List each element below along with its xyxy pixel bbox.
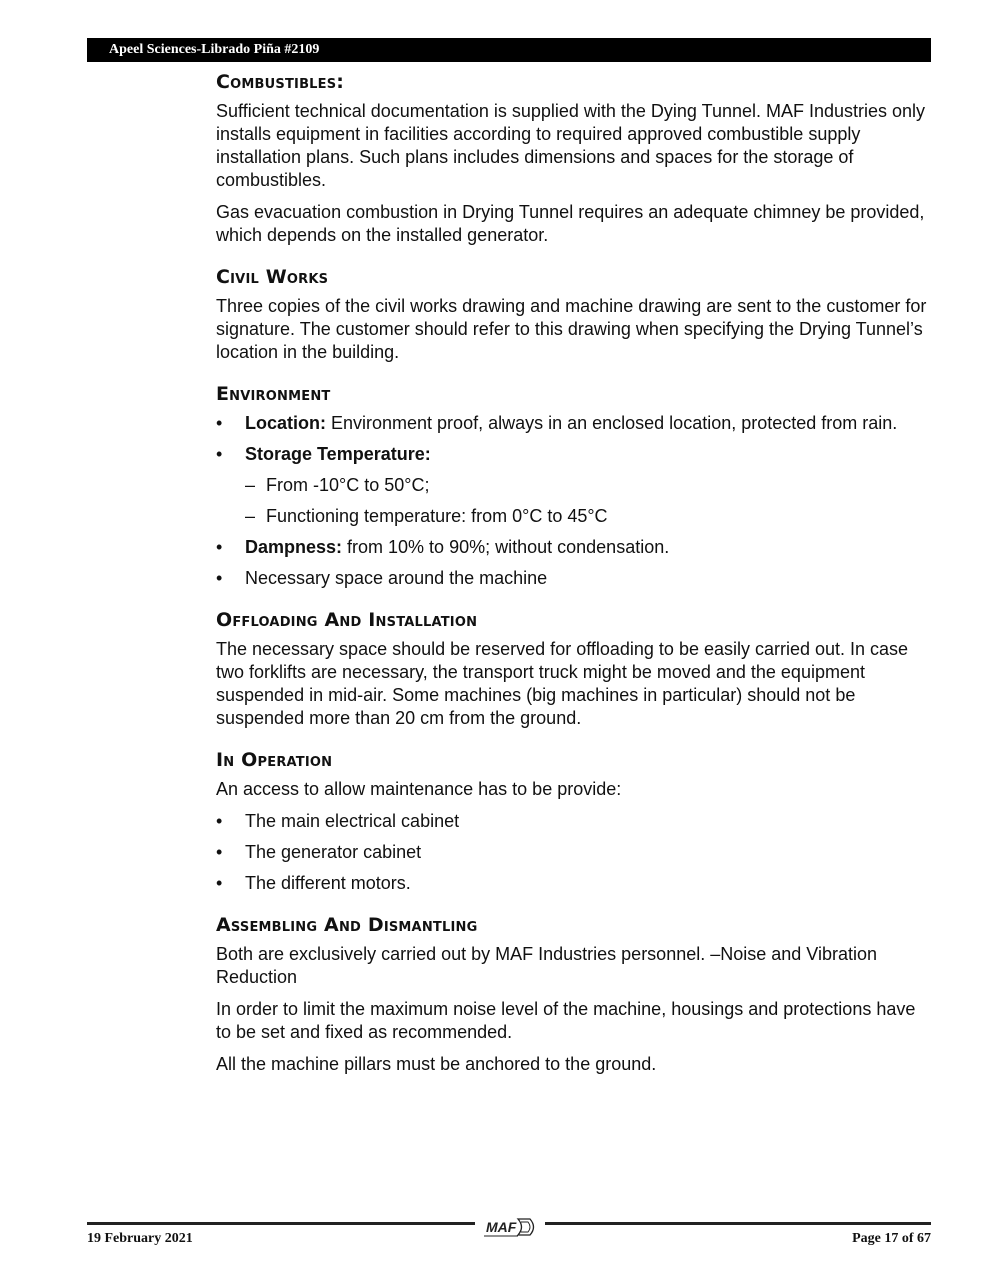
footer-rule-right (545, 1222, 931, 1225)
section-title-combustibles: Combustibles: (216, 71, 345, 93)
maf-logo-icon (482, 1216, 538, 1238)
sub-list-item: – Functioning temperature: from 0°C to 45°C (245, 505, 932, 528)
paragraph: Sufficient technical documentation is supplied with the Dying Tunnel. MAF Industries only installs equipment in facilities according to required approved combustible supply installation plans. Such plans includes dimensions and spaces for the storage of combustibles. (216, 101, 926, 190)
list-item: • The generator cabinet (216, 841, 932, 864)
item-text: Necessary space around the machine (245, 568, 548, 588)
paragraph: All the machine pillars must be anchored to the ground. (216, 1054, 657, 1074)
section-combustibles (216, 70, 932, 247)
list-item: • The main electrical cabinet (216, 810, 932, 833)
environment-list (216, 412, 932, 590)
section-offloading (216, 608, 932, 730)
paragraph: The necessary space should be reserved for offloading to be easily carried out. In case two forklifts are necessary, the transport truck might be moved and the equipment suspended in mid-air. Some machines (big machines in particular) should not be suspended more than 20 cm from the ground. (216, 639, 909, 728)
section-title-civil-works: Civil Works (216, 266, 329, 288)
logo-text: MAF (486, 1219, 517, 1235)
item-label: Location: (245, 413, 326, 433)
sub-list (245, 474, 932, 528)
item-text: from 10% to 90%; without condensation. (342, 537, 670, 557)
list-item: • The different motors. (216, 872, 932, 895)
header-title: Apeel Sciences-Librado Piña #2109 (109, 42, 320, 57)
section-title-offloading: Offloading And Installation (216, 609, 478, 631)
sub-list-item: – From -10°C to 50°C; (245, 474, 932, 497)
paragraph: In order to limit the maximum noise level of the machine, housings and protections have to be set and fixed as recommended. (216, 999, 916, 1042)
footer-page-number: Page 17 of 67 (852, 1231, 931, 1246)
section-title-in-operation: In Operation (216, 749, 333, 771)
section-title-assembling: Assembling And Dismantling (216, 914, 478, 936)
section-assembling (216, 913, 932, 1076)
section-civil-works (216, 265, 932, 364)
page-content (216, 70, 932, 1094)
operation-list (216, 810, 932, 895)
running-header (87, 38, 931, 62)
paragraph: Three copies of the civil works drawing and machine drawing are sent to the customer for signature. The customer should refer to this drawing when specifying the Drying Tunnel’s location in the building. (216, 296, 927, 362)
section-title-environment: Environment (216, 383, 331, 405)
footer-rule-left (87, 1222, 475, 1225)
footer-date: 19 February 2021 (87, 1231, 193, 1246)
item-label: Storage Temperature: (245, 444, 431, 464)
item-label: Dampness: (245, 537, 343, 557)
list-item (216, 443, 932, 528)
paragraph: Both are exclusively carried out by MAF Industries personnel. –Noise and Vibration Reduction (216, 944, 878, 987)
section-in-operation (216, 748, 932, 895)
paragraph: An access to allow maintenance has to be provide: (216, 779, 622, 799)
item-text: Environment proof, always in an enclosed location, protected from rain. (326, 413, 898, 433)
list-item (216, 536, 932, 559)
list-item (216, 412, 932, 435)
list-item (216, 567, 932, 590)
paragraph: Gas evacuation combustion in Drying Tunnel requires an adequate chimney be provided, which depends on the installed generator. (216, 202, 925, 245)
section-environment (216, 382, 932, 590)
